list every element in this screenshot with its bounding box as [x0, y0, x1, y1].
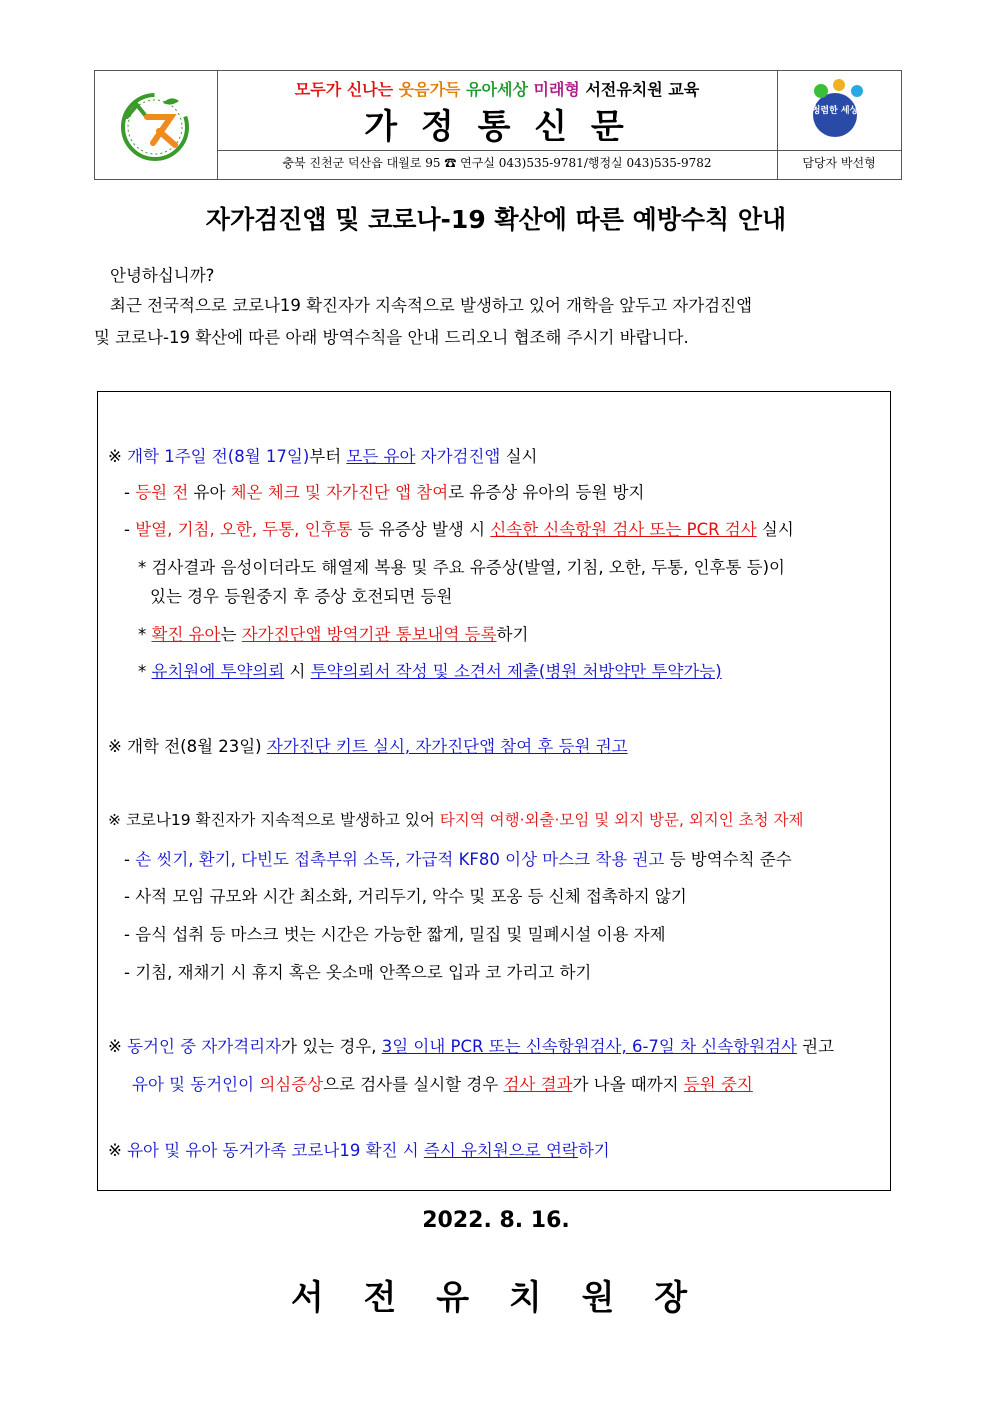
guideline-4: ※ 동거인 중 자가격리자가 있는 경우, 3일 이내 PCR 또는 신속항원검사, 6-7일 차 신속항원검사 권고: [108, 1037, 835, 1056]
guideline-3-b: - 사적 모임 규모와 시간 최소화, 거리두기, 악수 및 포옹 등 신체 접촉하지 않기: [124, 887, 687, 906]
guideline-4-a: 유아 및 동거인이 의심증상으로 검사를 실시할 경우 검사 결과가 나올 때까지 등원 중지: [132, 1075, 753, 1094]
school-address: 충북 진천군 덕산읍 대월로 95 ☎ 연구실 043)535-9781/행정실 043)535-9782: [282, 156, 712, 170]
guideline-1-a: - 등원 전 유아 체온 체크 및 자가진단 앱 참여로 유증상 유아의 등원 방지: [124, 483, 645, 502]
newsletter-title: 가 정 통 신 문: [364, 107, 630, 147]
guideline-1-c-line-1: * 검사결과 음성이더라도 해열제 복용 및 주요 유증상(발열, 기침, 오한, 두통, 인후통 등)이: [138, 558, 785, 577]
guideline-3-a: - 손 씻기, 환기, 다빈도 접촉부위 소독, 가급적 KF80 이상 마스크 착용 권고 등 방역수칙 준수: [124, 850, 792, 869]
guideline-3-d: - 기침, 재채기 시 휴지 혹은 옷소매 안쪽으로 입과 코 가리고 하기: [124, 963, 592, 982]
guideline-1-e: * 유치원에 투약의뢰 시 투약의뢰서 작성 및 소견서 제출(병원 처방약만 투약가능): [138, 662, 722, 681]
greeting: 안녕하십니까?: [110, 266, 215, 285]
signer: 서 전 유 치 원 장: [290, 1278, 702, 1318]
kindergarten-logo-icon: [113, 87, 197, 167]
issue-date: 2022. 8. 16.: [422, 1208, 570, 1233]
motto: 모두가 신나는 웃음가득 유아세상 미래형 서전유치원 교육: [294, 80, 700, 99]
newsletter-header: [94, 70, 902, 180]
guideline-5: ※ 유아 및 유아 동거가족 코로나19 확진 시 즉시 유치원으로 연락하기: [108, 1141, 610, 1160]
intro-line-2: 및 코로나-19 확산에 따른 아래 방역수칙을 안내 드리오니 협조해 주시기 바랍니다.: [94, 328, 689, 347]
guideline-3: ※ 코로나19 확진자가 지속적으로 발생하고 있어 타지역 여행·외출·모임 및 외지 방문, 외지인 초청 자제: [108, 811, 804, 829]
integrity-logo-text: 청렴한 세상: [811, 106, 859, 116]
guideline-1-b: - 발열, 기침, 오한, 두통, 인후통 등 유증상 발생 시 신속한 신속항원 검사 또는 PCR 검사 실시: [124, 520, 794, 539]
integrity-logo-icon: [807, 77, 871, 145]
guideline-3-c: - 음식 섭취 등 마스크 벗는 시간은 가능한 짧게, 밀집 및 밀폐시설 이용 자제: [124, 925, 666, 944]
intro-line-1: 최근 전국적으로 코로나19 확진자가 지속적으로 발생하고 있어 개학을 앞두고 자가검진앱: [110, 296, 753, 315]
guideline-1-c-line-2: 있는 경우 등원중지 후 증상 호전되면 등원: [150, 587, 453, 606]
document-title: 자가검진앱 및 코로나-19 확산에 따른 예방수칙 안내: [205, 205, 787, 234]
guideline-2: ※ 개학 전(8월 23일) 자가진단 키트 실시, 자가진단앱 참여 후 등원 권고: [108, 737, 628, 756]
contact-person: 담당자 박선형: [802, 156, 876, 170]
guideline-1-d: * 확진 유아는 자가진단앱 방역기관 통보내역 등록하기: [138, 625, 529, 644]
guidelines-box: [97, 391, 891, 1191]
guideline-1: ※ 개학 1주일 전(8월 17일)부터 모든 유아 자가검진앱 실시: [108, 447, 538, 466]
